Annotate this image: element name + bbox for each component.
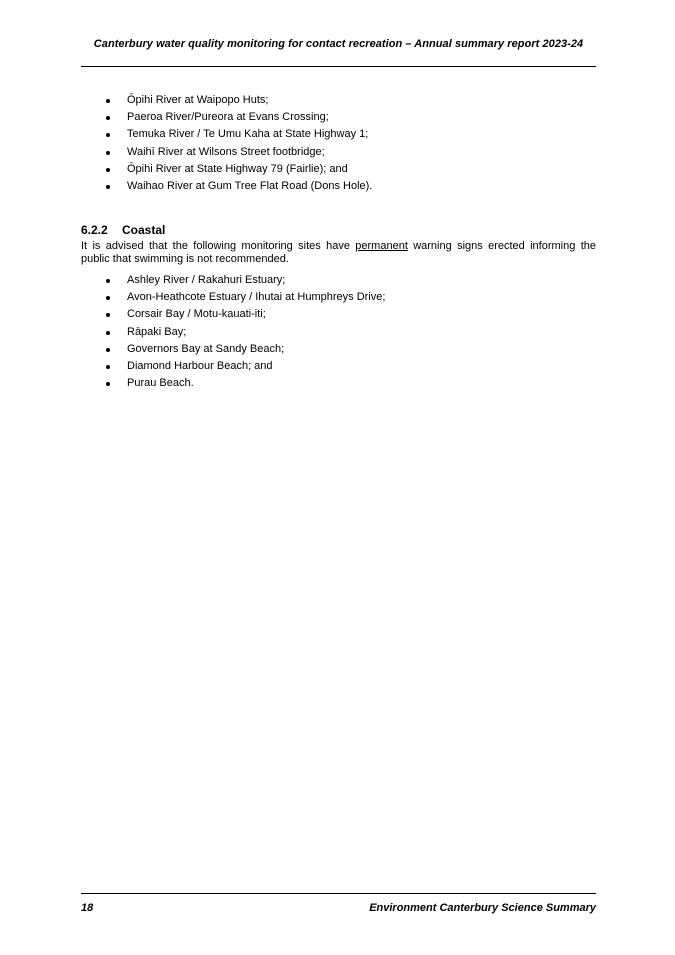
emphasis-permanent: permanent bbox=[355, 240, 408, 252]
bullet-icon bbox=[106, 185, 110, 189]
paragraph-line-2: public that swimming is not recommended. bbox=[81, 253, 289, 265]
list-item: Paeroa River/Pureora at Evans Crossing; bbox=[81, 109, 596, 126]
bullet-icon bbox=[106, 365, 110, 369]
paragraph-line-1: It is advised that the following monitoring sites have permanent warning signs erected informing the bbox=[81, 240, 596, 252]
list-item: Ōpihi River at Waipopo Huts; bbox=[81, 92, 596, 109]
bullet-icon bbox=[106, 116, 110, 120]
list-item: Waihī River at Wilsons Street footbridge; bbox=[81, 144, 596, 161]
bullet-icon bbox=[106, 151, 110, 155]
bullet-icon bbox=[106, 331, 110, 335]
list-item: Avon-Heathcote Estuary / Ihutai at Humphreys Drive; bbox=[81, 289, 596, 306]
list-item: Diamond Harbour Beach; and bbox=[81, 358, 596, 375]
running-header: Canterbury water quality monitoring for contact recreation – Annual summary report 2023-24 bbox=[93, 38, 584, 50]
bullet-icon bbox=[106, 99, 110, 103]
list-item: Ōpihi River at State Highway 79 (Fairlie); and bbox=[81, 161, 596, 178]
list-item: Rāpaki Bay; bbox=[81, 324, 596, 341]
section-heading bbox=[81, 223, 165, 237]
list-item: Corsair Bay / Motu-kauati-iti; bbox=[81, 306, 596, 323]
footer-publication-title: Environment Canterbury Science Summary bbox=[369, 902, 596, 914]
bullet-icon bbox=[106, 313, 110, 317]
list-item: Governors Bay at Sandy Beach; bbox=[81, 341, 596, 358]
footer-divider bbox=[81, 893, 596, 894]
section-intro-paragraph bbox=[81, 240, 596, 266]
list-item: Purau Beach. bbox=[81, 375, 596, 392]
section-title: Coastal bbox=[122, 223, 166, 237]
list-item: Waihao River at Gum Tree Flat Road (Dons Hole). bbox=[81, 178, 596, 195]
bullet-icon bbox=[106, 382, 110, 386]
bullet-icon bbox=[106, 296, 110, 300]
page-number: 18 bbox=[81, 902, 94, 914]
river-sites-list bbox=[81, 92, 596, 195]
list-item: Temuka River / Te Umu Kaha at State Highway 1; bbox=[81, 126, 596, 143]
bullet-icon bbox=[106, 133, 110, 137]
section-number: 6.2.2 bbox=[81, 223, 108, 237]
bullet-icon bbox=[106, 279, 110, 283]
coastal-sites-list bbox=[81, 272, 596, 392]
bullet-icon bbox=[106, 168, 110, 172]
header-divider bbox=[81, 66, 596, 67]
list-item: Ashley River / Rakahuri Estuary; bbox=[81, 272, 596, 289]
bullet-icon bbox=[106, 348, 110, 352]
